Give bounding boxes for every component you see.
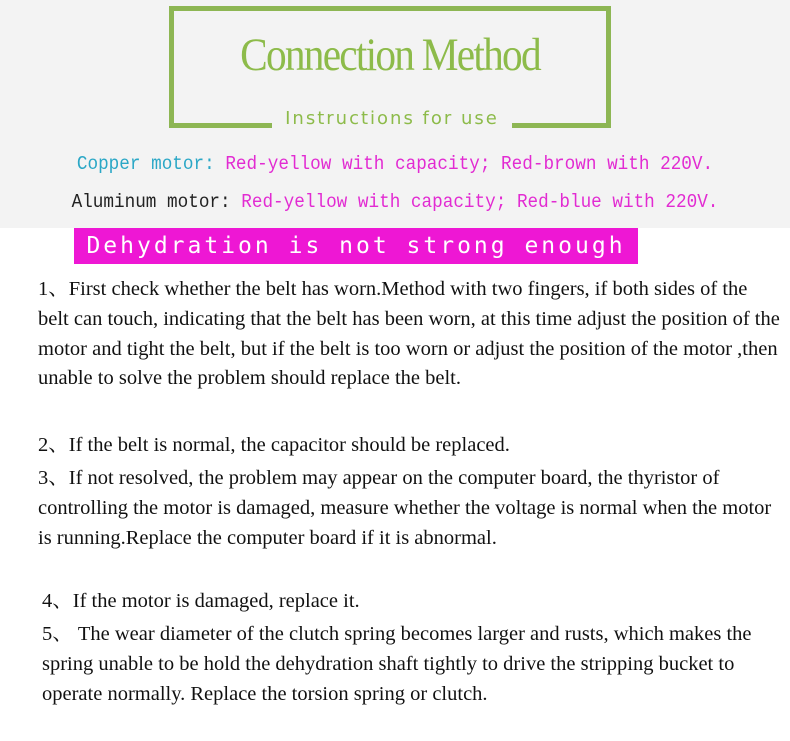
aluminum-motor-value: Red-yellow with capacity; Red-blue with 220V. <box>241 191 719 213</box>
aluminum-motor-label: Aluminum motor: <box>71 191 242 213</box>
instruction-item-3: 3、If not resolved, the problem may appear on the computer board, the thyristor of controlling the motor is damaged, measure whether the voltage is normal when the motor is running.Replace the computer board if it is abnormal. <box>38 467 772 549</box>
instruction-item-2: 2、If the belt is normal, the capacitor should be replaced. <box>38 434 510 456</box>
aluminum-motor-line <box>28 191 763 213</box>
page-title: Connection Method <box>240 29 540 81</box>
page-subtitle: Instructions for use <box>285 108 499 129</box>
instruction-item-5: 5、 The wear diameter of the clutch spring becomes larger and rusts, which makes the spring unable to be hold the dehydration shaft tightly to drive the stripping bucket to operate normally. Replace the torsion spring or clutch. <box>42 623 752 705</box>
copper-motor-value: Red-yellow with capacity; Red-brown with 220V. <box>225 153 714 175</box>
section-heading: Dehydration is not strong enough <box>86 233 626 259</box>
copper-motor-label: Copper motor: <box>76 153 226 175</box>
instruction-item-4: 4、If the motor is damaged, replace it. <box>42 590 360 612</box>
header-panel <box>0 0 790 228</box>
copper-motor-line <box>28 153 763 175</box>
instruction-item-1: 1、First check whether the belt has worn.Method with two fingers, if both sides of the belt can touch, indicating that the belt has been worn, at this time adjust the position of the motor and tight the belt, but if the belt is too worn or adjust the position of the motor ,then unable to solve the problem should replace the belt. <box>38 278 780 390</box>
